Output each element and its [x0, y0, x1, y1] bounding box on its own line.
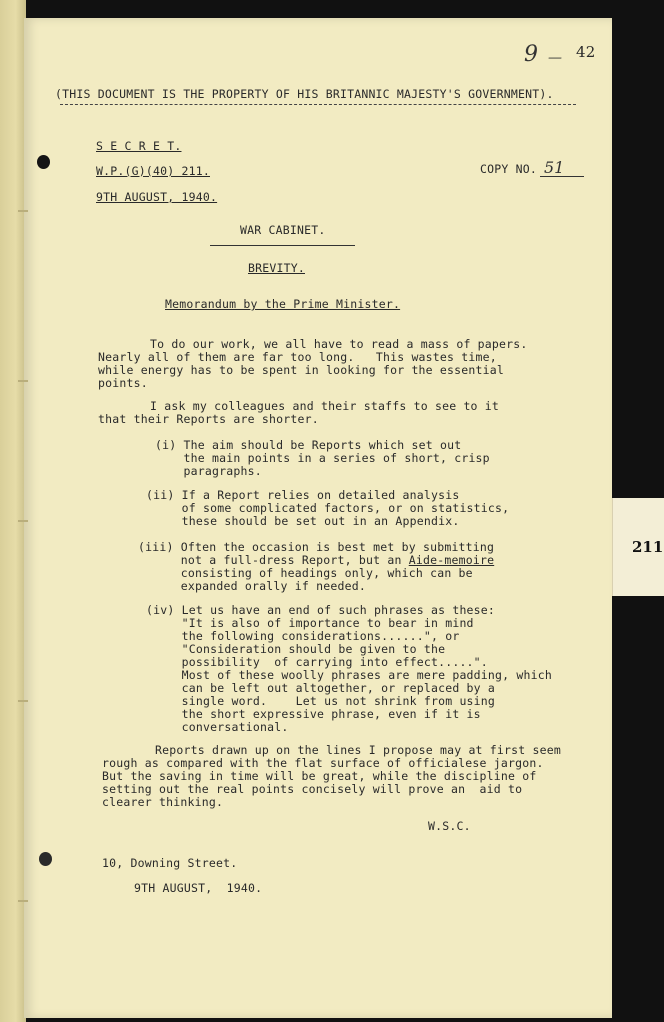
copy-label: COPY NO.: [480, 162, 537, 176]
p3-line-4: setting out the real points concisely will prove an aid to: [102, 782, 523, 796]
p1-line-3: while energy has to be spent in looking for the essential: [98, 363, 505, 377]
point-iii-line-4: expanded orally if needed.: [138, 579, 366, 593]
p1-line-4: points.: [98, 376, 148, 390]
copy-number: 51: [544, 158, 565, 177]
body-heading: WAR CABINET.: [240, 223, 326, 237]
point-iii-text: not a full-dress Report, but an: [138, 553, 409, 567]
folio-scribble: 9: [524, 42, 538, 67]
point-iv-line-4: "Consideration should be given to the: [146, 642, 446, 656]
point-ii-line-1: (ii) If a Report relies on detailed analysis: [146, 488, 460, 502]
facing-page-edge: [0, 0, 26, 1022]
p3-line-1: Reports drawn up on the lines I propose may at first seem: [155, 743, 562, 757]
subtitle: Memorandum by the Prime Minister.: [165, 297, 401, 311]
point-iv-line-1: (iv) Let us have an end of such phrases as these:: [146, 603, 496, 617]
point-iv-line-10: conversational.: [146, 720, 289, 734]
point-iv-line-6: Most of these woolly phrases are mere padding, which: [146, 668, 553, 682]
p2-line-2: that their Reports are shorter.: [98, 412, 319, 426]
p1-line-2: Nearly all of them are far too long. This wastes time,: [98, 350, 497, 364]
point-iv-line-9: the short expressive phrase, even if it is: [146, 707, 481, 721]
point-i-line-2: the main points in a series of short, crisp: [155, 451, 490, 465]
p1-line-1: To do our work, we all have to read a mass of papers.: [150, 337, 528, 351]
point-ii-line-2: of some complicated factors, or on statistics,: [146, 501, 510, 515]
point-iv-line-5: possibility of carrying into effect.....".: [146, 655, 488, 669]
point-ii-line-3: these should be set out in an Appendix.: [146, 514, 460, 528]
copy-underline: [540, 176, 584, 177]
point-iv-line-3: the following considerations......", or: [146, 629, 460, 643]
aide-memoire-term: Aide-memoire: [408, 553, 495, 567]
binding-mark: [18, 700, 28, 702]
address: 10, Downing Street.: [102, 856, 238, 870]
binding-mark: [18, 380, 28, 382]
point-iii-line-3: consisting of headings only, which can be: [138, 566, 473, 580]
folio-dash: —: [548, 50, 562, 66]
point-iii-line-1: (iii) Often the occasion is best met by submitting: [138, 540, 495, 554]
punch-hole: [37, 155, 50, 169]
binding-mark: [18, 210, 28, 212]
point-i-line-3: paragraphs.: [155, 464, 262, 478]
binding-mark: [18, 520, 28, 522]
heading-rule: [210, 245, 355, 246]
signature-initials: W.S.C.: [428, 819, 471, 833]
reference-number: W.P.(G)(40) 211.: [96, 164, 210, 178]
folio-number: 42: [576, 43, 596, 61]
point-i-line-1: (i) The aim should be Reports which set out: [155, 438, 462, 452]
point-iv-line-7: can be left out altogether, or replaced by a: [146, 681, 496, 695]
property-notice: (THIS DOCUMENT IS THE PROPERTY OF HIS BRITANNIC MAJESTY'S GOVERNMENT).: [55, 87, 554, 101]
binding-mark: [18, 900, 28, 902]
point-iv-line-2: "It is also of importance to bear in mind: [146, 616, 474, 630]
p3-line-5: clearer thinking.: [102, 795, 224, 809]
index-tab-label: 211: [632, 538, 664, 556]
closing-date: 9TH AUGUST, 1940.: [134, 881, 263, 895]
p2-line-1: I ask my colleagues and their staffs to see to it: [150, 399, 500, 413]
p3-line-2: rough as compared with the flat surface of officialese jargon.: [102, 756, 544, 770]
document-date: 9TH AUGUST, 1940.: [96, 190, 218, 204]
dashed-rule: [60, 104, 576, 105]
p3-line-3: But the saving in time will be great, while the discipline of: [102, 769, 537, 783]
subject-heading: BREVITY.: [248, 261, 305, 275]
point-iv-line-8: single word. Let us not shrink from using: [146, 694, 496, 708]
punch-hole: [39, 852, 52, 866]
classification: S E C R E T.: [96, 139, 182, 153]
